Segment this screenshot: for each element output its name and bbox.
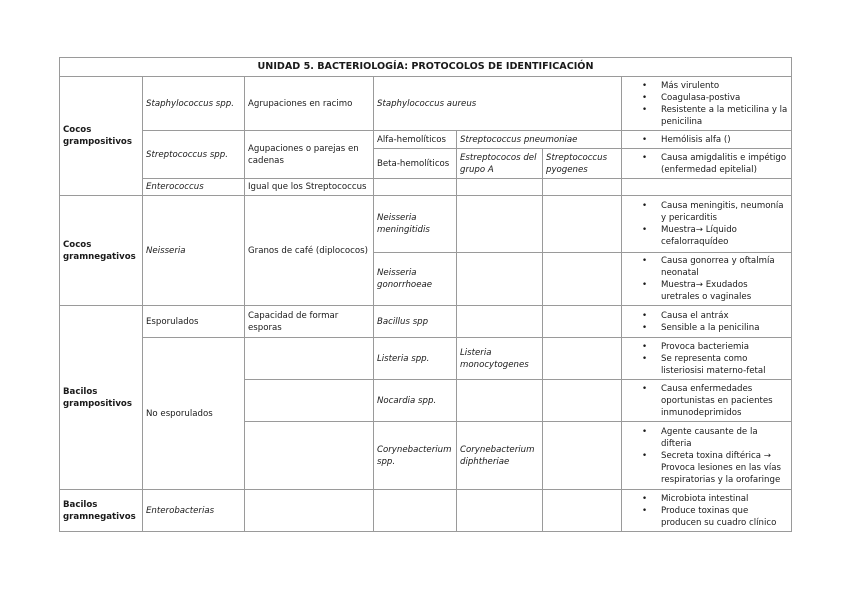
label-esporulados: Esporulados: [143, 306, 245, 338]
note-item: • Se representa como listeriosisi materno-fetal: [661, 353, 788, 377]
morph-staphylococcus: Agrupaciones en racimo: [245, 77, 374, 131]
genus-neisseria: Neisseria: [143, 196, 245, 306]
genus-nocardia: Nocardia spp.: [374, 380, 457, 422]
genus-enterococcus: Enterococcus: [143, 179, 245, 196]
species-bacillus: Bacillus spp: [374, 306, 457, 338]
identification-table: [59, 57, 792, 532]
note-item: • Causa enfermedades oportunistas en pacientes inmunodeprimidos: [661, 383, 788, 419]
note-item: • Muestra→ Exudados uretrales o vaginales: [661, 279, 788, 303]
label-no-esporulados: No esporulados: [143, 338, 245, 490]
notes-neisseria-gonorrhoeae: [622, 253, 792, 306]
species-listeria-monocytogenes: Listeria monocytogenes: [457, 338, 543, 380]
note-item: • Causa el antráx: [661, 310, 788, 322]
morph-streptococcus: Agupaciones o parejas en cadenas: [245, 131, 374, 179]
group-cocos-gramnegativos: Cocos gramnegativos: [60, 196, 143, 306]
morph-esporulados: Capacidad de formar esporas: [245, 306, 374, 338]
label-enterobacterias: Enterobacterias: [143, 490, 245, 532]
note-item: • Más virulento: [661, 80, 788, 92]
note-item: • Hemólisis alfa (): [661, 134, 788, 146]
strep-group-a: Estreptococos del grupo A: [457, 149, 543, 179]
note-item: • Sensible a la penicilina: [661, 322, 788, 334]
group-bacilos-grampositivos: Bacilos grampositivos: [60, 306, 143, 490]
strep-alfa-label: Alfa-hemolíticos: [374, 131, 457, 149]
genus-staphylococcus: Staphylococcus spp.: [143, 77, 245, 131]
species-streptococcus-pyogenes: Streptococcus pyogenes: [543, 149, 622, 179]
species-corynebacterium-diphtheriae: Corynebacterium diphtheriae: [457, 422, 543, 490]
notes-listeria: [622, 338, 792, 380]
notes-neisseria-meningitidis: [622, 196, 792, 253]
note-item: • Coagulasa-postiva: [661, 92, 788, 104]
notes-corynebacterium: [622, 422, 792, 490]
notes-bacillus: [622, 306, 792, 338]
note-item: • Resistente a la meticilina y la penicilina: [661, 104, 788, 128]
species-streptococcus-pneumoniae: Streptococcus pneumoniae: [457, 131, 622, 149]
genus-listeria: Listeria spp.: [374, 338, 457, 380]
note-item: • Secreta toxina diftérica → Provoca lesiones en las vías respiratorias y la orofaringe: [661, 450, 788, 486]
notes-nocardia: [622, 380, 792, 422]
note-item: • Microbiota intestinal: [661, 493, 788, 505]
group-cocos-grampositivos: Cocos grampositivos: [60, 77, 143, 196]
notes-enterobacterias: [622, 490, 792, 532]
morph-neisseria: Granos de café (diplococos): [245, 196, 374, 306]
note-item: • Causa amigdalitis e impétigo (enfermedad epitelial): [661, 152, 788, 176]
note-item: • Agente causante de la difteria: [661, 426, 788, 450]
genus-corynebacterium: Corynebacterium spp.: [374, 422, 457, 490]
notes-strep-alfa: [622, 131, 792, 149]
note-item: • Provoca bacteriemia: [661, 341, 788, 353]
notes-strep-beta: [622, 149, 792, 179]
note-item: • Causa meningitis, neumonía y pericarditis: [661, 200, 788, 224]
strep-beta-label: Beta-hemolíticos: [374, 149, 457, 179]
table-title: UNIDAD 5. BACTERIOLOGÍA: PROTOCOLOS DE IDENTIFICACIÓN: [60, 58, 792, 77]
notes-staphylococcus: [622, 77, 792, 131]
species-staphylococcus-aureus: Staphylococcus aureus: [374, 77, 622, 131]
group-bacilos-gramnegativos: Bacilos gramnegativos: [60, 490, 143, 532]
species-neisseria-meningitidis: Neisseria meningitidis: [374, 196, 457, 253]
genus-streptococcus: Streptococcus spp.: [143, 131, 245, 179]
species-neisseria-gonorrhoeae: Neisseria gonorrhoeae: [374, 253, 457, 306]
note-item: • Produce toxinas que producen su cuadro clínico: [661, 505, 788, 529]
morph-enterococcus: Igual que los Streptococcus: [245, 179, 374, 196]
note-item: • Causa gonorrea y oftalmía neonatal: [661, 255, 788, 279]
note-item: • Muestra→ Líquido cefalorraquídeo: [661, 224, 788, 248]
